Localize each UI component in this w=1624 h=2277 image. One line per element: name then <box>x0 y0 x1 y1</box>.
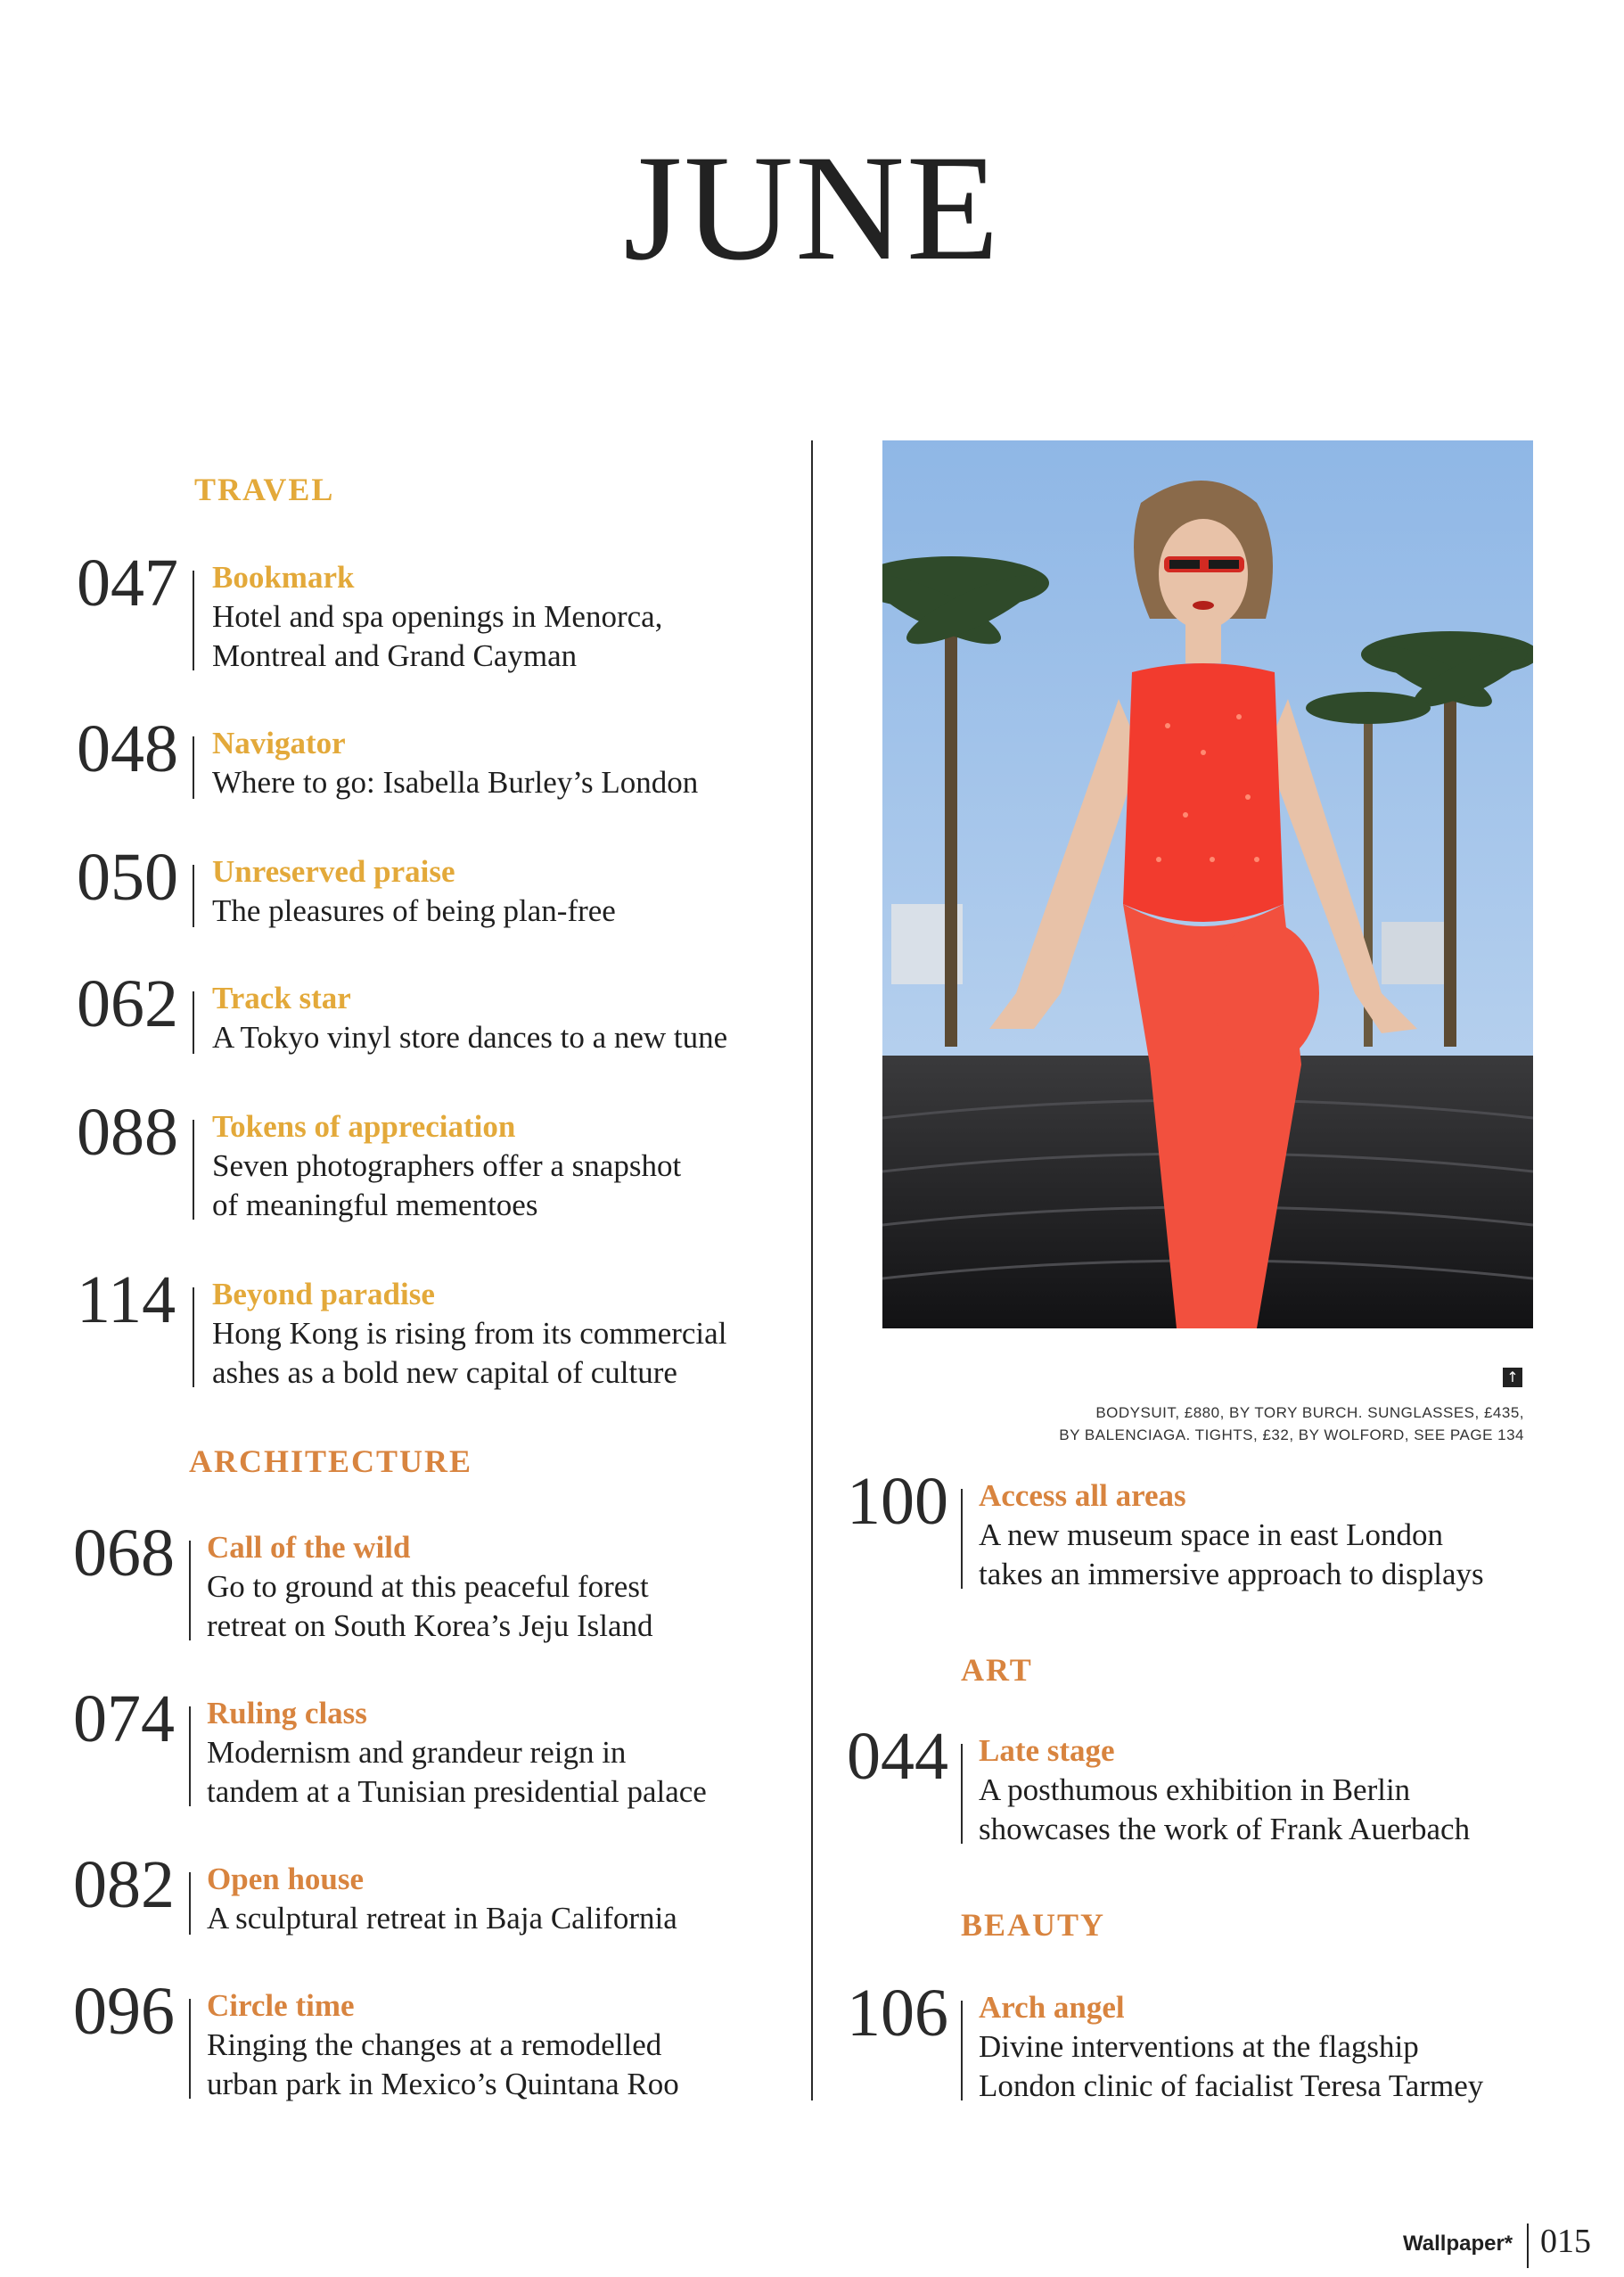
page-number: 068 <box>73 1516 175 1591</box>
entry-title: Bookmark <box>212 560 355 595</box>
page-number: 044 <box>847 1719 948 1794</box>
entry-description-line: A sculptural retreat in Baja California <box>207 1901 677 1936</box>
page-number: 088 <box>77 1095 178 1170</box>
entry-description-line: Divine interventions at the flagship <box>979 2029 1419 2064</box>
entry-title: Unreserved praise <box>212 854 455 889</box>
entry-description-line: London clinic of facialist Teresa Tarmey <box>979 2068 1484 2103</box>
entry-divider <box>189 1706 191 1806</box>
entry-description-line: urban park in Mexico’s Quintana Roo <box>207 2067 679 2101</box>
section-heading-beauty: BEAUTY <box>961 1907 1106 1943</box>
entry-description-line: The pleasures of being plan-free <box>212 893 616 928</box>
page-number: 074 <box>73 1681 175 1756</box>
caption-line: BY BALENCIAGA. TIGHTS, £32, BY WOLFORD, SEE PAGE 134 <box>1059 1426 1524 1443</box>
entry-title: Beyond paradise <box>212 1277 435 1311</box>
entry-divider <box>961 2001 963 2100</box>
entry-description-line: ashes as a bold new capital of culture <box>212 1355 677 1390</box>
entry-description-line: Modernism and grandeur reign in <box>207 1735 627 1770</box>
photo-illustration <box>882 440 1533 1328</box>
entry-divider <box>961 1489 963 1589</box>
entry-title: Tokens of appreciation <box>212 1109 516 1144</box>
section-heading-art: ART <box>961 1652 1033 1688</box>
entry-divider <box>193 736 194 799</box>
entry-title: Late stage <box>979 1733 1115 1768</box>
page-number: 050 <box>77 840 178 915</box>
entry-title: Circle time <box>207 1988 355 2023</box>
entry-divider <box>189 1872 191 1935</box>
entry-description-line: retreat on South Korea’s Jeju Island <box>207 1608 653 1643</box>
entry-title: Ruling class <box>207 1696 367 1730</box>
entry-description-line: takes an immersive approach to displays <box>979 1557 1484 1591</box>
page-number: 047 <box>77 546 178 621</box>
section-heading-architecture: ARCHITECTURE <box>189 1443 473 1479</box>
entry-divider <box>961 1744 963 1844</box>
entry-description-line: Montreal and Grand Cayman <box>212 638 578 673</box>
page-number: 114 <box>77 1262 176 1337</box>
page-number: 096 <box>73 1974 175 2049</box>
entry-description-line: A Tokyo vinyl store dances to a new tune <box>212 1020 728 1055</box>
column-divider <box>811 440 813 2100</box>
entry-divider <box>193 1287 194 1387</box>
entry-divider <box>189 1541 191 1640</box>
photo-caption <box>900 1402 1524 1446</box>
entry-title: Arch angel <box>979 1990 1125 2025</box>
page-number: 082 <box>73 1847 175 1922</box>
entry-description-line: A new museum space in east London <box>979 1517 1444 1552</box>
entry-description-line: Go to ground at this peaceful forest <box>207 1569 649 1604</box>
entry-title: Access all areas <box>979 1478 1186 1513</box>
page-number: 048 <box>77 711 178 786</box>
entry-description-line: Hong Kong is rising from its commercial <box>212 1316 727 1351</box>
entry-divider <box>193 1120 194 1220</box>
entry-divider <box>193 571 194 670</box>
entry-description-line: A posthumous exhibition in Berlin <box>979 1772 1411 1807</box>
page-title: JUNE <box>623 124 1001 292</box>
page-number: 062 <box>77 966 178 1041</box>
section-heading-travel: TRAVEL <box>194 472 335 507</box>
entry-title: Call of the wild <box>207 1530 411 1565</box>
entry-description-line: Ringing the changes at a remodelled <box>207 2027 662 2062</box>
page-number: 100 <box>847 1464 948 1539</box>
entry-description-line: showcases the work of Frank Auerbach <box>979 1812 1471 1846</box>
entry-description-line: Hotel and spa openings in Menorca, <box>212 599 663 634</box>
entry-title: Navigator <box>212 726 346 760</box>
entry-divider <box>189 1999 191 2099</box>
entry-title: Open house <box>207 1862 365 1896</box>
caption-line: BODYSUIT, £880, BY TORY BURCH. SUNGLASSES, £435, <box>1095 1404 1524 1421</box>
entry-description-line: of meaningful mementoes <box>212 1188 538 1222</box>
entry-divider <box>193 991 194 1054</box>
entry-description-line: Where to go: Isabella Burley’s London <box>212 765 699 800</box>
footer-divider <box>1527 2224 1529 2268</box>
folio-page-number: 015 <box>1540 2223 1591 2260</box>
fashion-photo <box>882 440 1533 1328</box>
arrow-up-icon: ↑ <box>1503 1368 1522 1387</box>
page-number: 106 <box>847 1976 948 2051</box>
entry-divider <box>193 865 194 927</box>
magazine-brand: Wallpaper* <box>1403 2232 1513 2256</box>
entry-description-line: Seven photographers offer a snapshot <box>212 1148 682 1183</box>
entry-description-line: tandem at a Tunisian presidential palace <box>207 1774 707 1809</box>
entry-title: Track star <box>212 981 351 1015</box>
